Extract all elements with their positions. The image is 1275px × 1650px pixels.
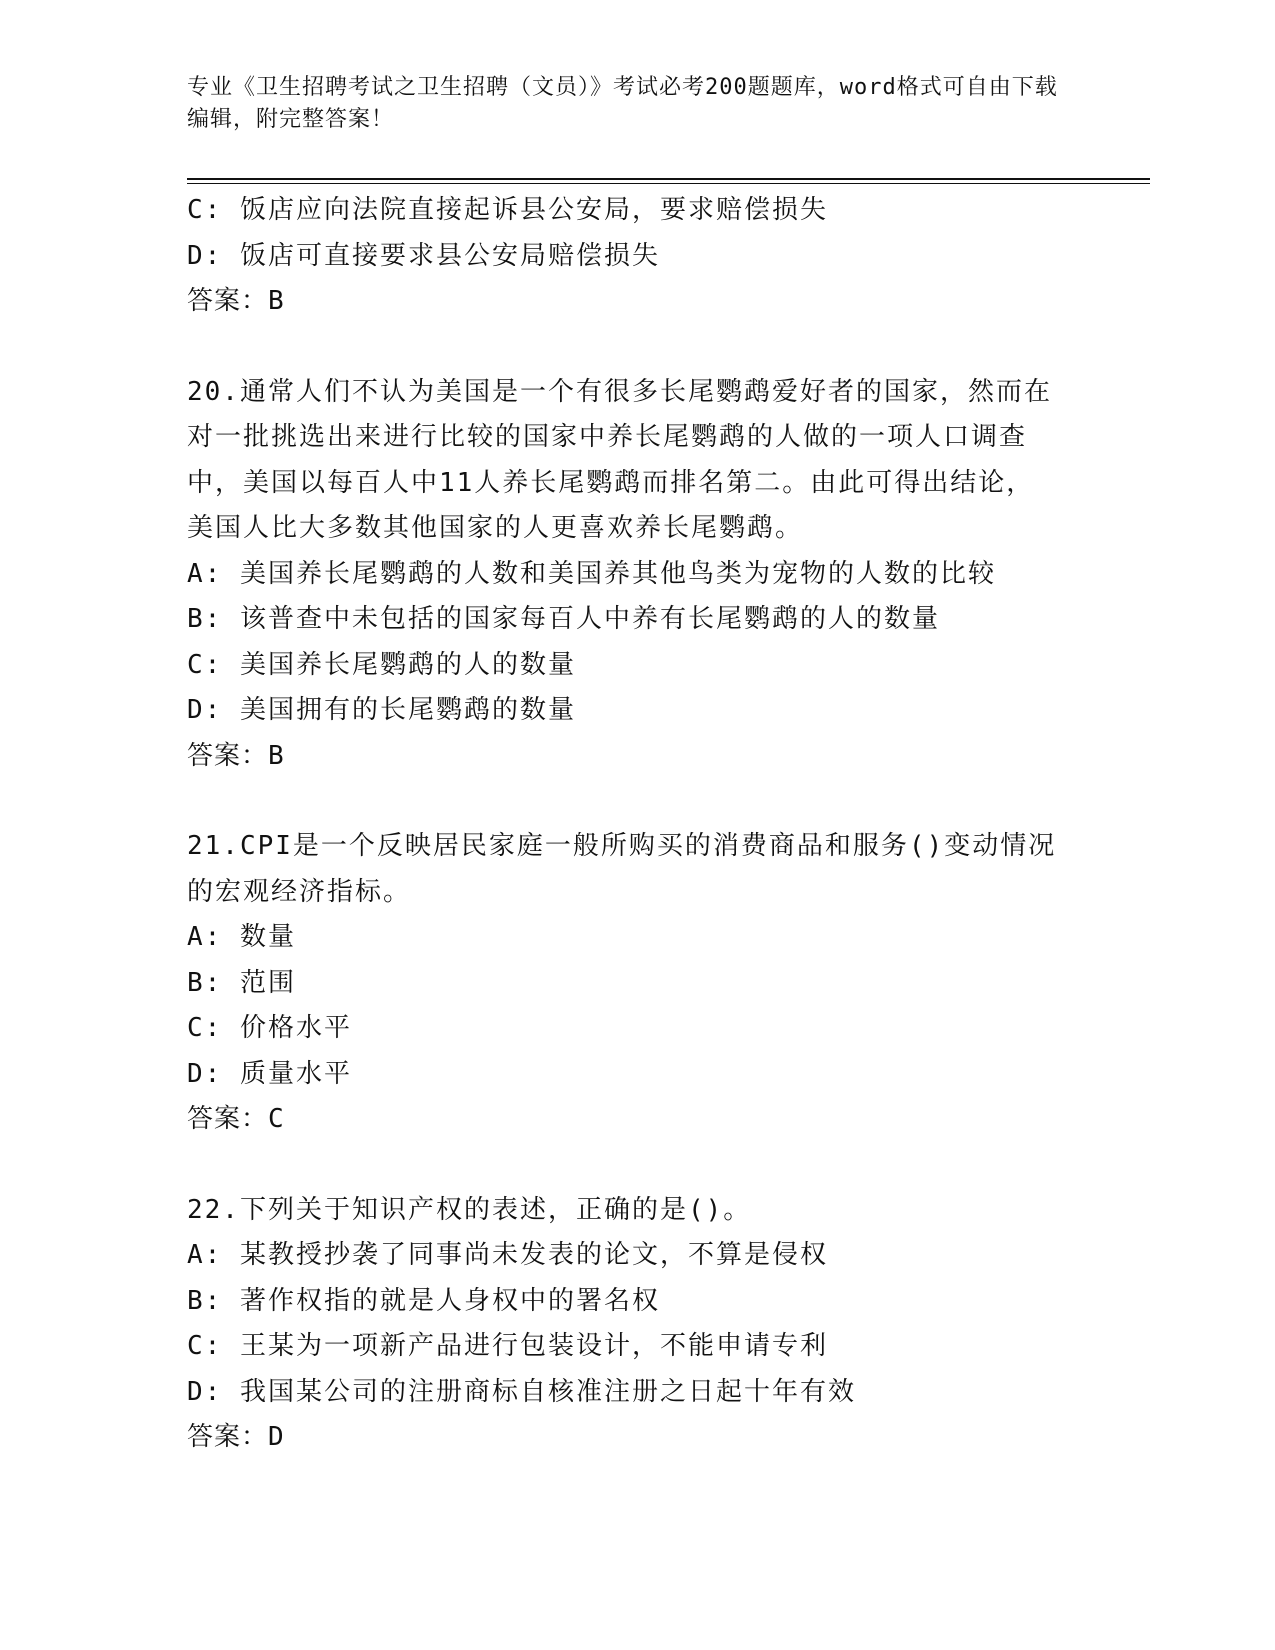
option-a: A: 美国养长尾鹦鹉的人数和美国养其他鸟类为宠物的人数的比较 xyxy=(187,558,996,589)
question-21 xyxy=(187,824,1087,1143)
document-header: 专业《卫生招聘考试之卫生招聘（文员）》考试必考200题题库，word格式可自由下载编辑，附完整答案！ xyxy=(187,75,1058,132)
question-text-line: 的宏观经济指标。 xyxy=(187,876,412,907)
answer: 答案：C xyxy=(187,1104,285,1134)
option-b: B: 范围 xyxy=(187,967,296,998)
option-a: A: 数量 xyxy=(187,922,296,952)
option-c: C: 饭店应向法院直接起诉县公安局，要求赔偿损失 xyxy=(187,195,828,225)
question-text-line: 20.通常人们不认为美国是一个有很多长尾鹦鹉爱好者的国家，然而在 xyxy=(187,376,1052,407)
header-divider-thin xyxy=(187,183,1150,184)
question-20 xyxy=(187,370,1087,780)
option-b: B: 著作权指的就是人身权中的署名权 xyxy=(187,1285,660,1316)
header-divider-thick xyxy=(187,178,1150,180)
question-22 xyxy=(187,1188,1087,1461)
option-d: D: 我国某公司的注册商标自核准注册之日起十年有效 xyxy=(187,1376,856,1407)
question-text-line: 对一批挑选出来进行比较的国家中养长尾鹦鹉的人做的一项人口调查 xyxy=(187,422,1028,452)
question-text-line: 21.CPI是一个反映居民家庭一般所购买的消费商品和服务()变动情况 xyxy=(187,831,1057,861)
answer: 答案：B xyxy=(187,286,285,316)
question-text-line: 美国人比大多数其他国家的人更喜欢养长尾鹦鹉。 xyxy=(187,513,804,543)
option-c: C: 价格水平 xyxy=(187,1013,352,1043)
option-d: D: 饭店可直接要求县公安局赔偿损失 xyxy=(187,240,660,271)
previous-question-tail xyxy=(187,188,1087,325)
question-text-line: 中，美国以每百人中11人养长尾鹦鹉而排名第二。由此可得出结论， xyxy=(187,467,1035,498)
answer: 答案：D xyxy=(187,1422,285,1452)
question-text-line: 22.下列关于知识产权的表述，正确的是()。 xyxy=(187,1194,752,1225)
option-c: C: 美国养长尾鹦鹉的人的数量 xyxy=(187,649,576,680)
option-c: C: 王某为一项新产品进行包装设计，不能申请专利 xyxy=(187,1331,828,1361)
option-d: D: 质量水平 xyxy=(187,1058,352,1089)
question-content xyxy=(187,188,1087,1461)
answer: 答案：B xyxy=(187,740,285,771)
option-a: A: 某教授抄袭了同事尚未发表的论文，不算是侵权 xyxy=(187,1240,828,1270)
option-b: B: 该普查中未包括的国家每百人中养有长尾鹦鹉的人的数量 xyxy=(187,604,940,634)
option-d: D: 美国拥有的长尾鹦鹉的数量 xyxy=(187,695,576,725)
